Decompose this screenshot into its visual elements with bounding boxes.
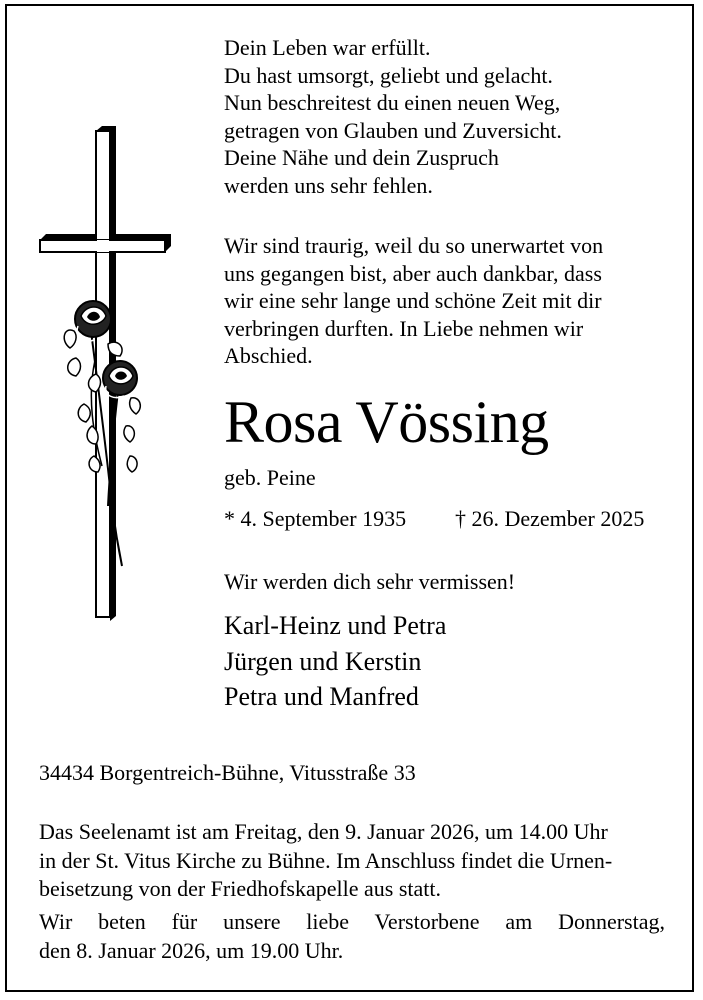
message-line: uns gegangen bist, aber auch dankbar, dass xyxy=(224,260,602,286)
service-line: in der St. Vitus Kirche zu Bühne. Im Anschluss findet die Urnen- xyxy=(39,847,613,873)
cross-with-roses-icon xyxy=(36,126,186,626)
death-date: † 26. Dezember 2025 xyxy=(455,506,645,531)
poem xyxy=(224,34,562,199)
poem-line: Nun beschreitest du einen neuen Weg, xyxy=(224,90,561,115)
message-line: Abschied. xyxy=(224,343,313,368)
family-member: Jürgen und Kerstin xyxy=(224,646,422,676)
service-info xyxy=(39,818,665,904)
poem-line: getragen von Glauben und Zuversicht. xyxy=(224,117,562,143)
poem-line: Dein Leben war erfüllt. xyxy=(224,35,431,60)
message-line: wir eine sehr lange und schöne Zeit mit dir xyxy=(224,288,602,313)
deceased-name: Rosa Vössing xyxy=(224,389,549,455)
farewell-message xyxy=(224,232,603,370)
prayer-line: Wir beten für unsere liebe Verstorbene am Donnerstag, xyxy=(39,909,665,934)
message-line: Wir sind traurig, weil du so unerwartet von xyxy=(224,233,604,258)
poem-line: Deine Nähe und dein Zuspruch xyxy=(224,145,499,170)
prayer-info xyxy=(39,908,665,965)
closing-line: Wir werden dich sehr vermissen! xyxy=(224,569,516,594)
service-line: beisetzung von der Friedhofskapelle aus statt. xyxy=(39,876,442,901)
poem-line: werden uns sehr fehlen. xyxy=(224,172,433,198)
family-member: Karl-Heinz und Petra xyxy=(224,611,447,640)
message-line: verbringen durften. In Liebe nehmen wir xyxy=(224,315,584,341)
address: 34434 Borgentreich-Bühne, Vitusstraße 33 xyxy=(39,760,416,785)
poem-line: Du hast umsorgt, geliebt und gelacht. xyxy=(224,62,553,88)
family-member: Petra und Manfred xyxy=(224,682,419,711)
service-line: Das Seelenamt ist am Freitag, den 9. Januar 2026, um 14.00 Uhr xyxy=(39,819,608,844)
birth-date: * 4. September 1935 xyxy=(224,506,407,531)
maiden-name: geb. Peine xyxy=(224,465,316,490)
family-list xyxy=(224,608,446,715)
prayer-line: den 8. Januar 2026, um 19.00 Uhr. xyxy=(39,937,344,963)
